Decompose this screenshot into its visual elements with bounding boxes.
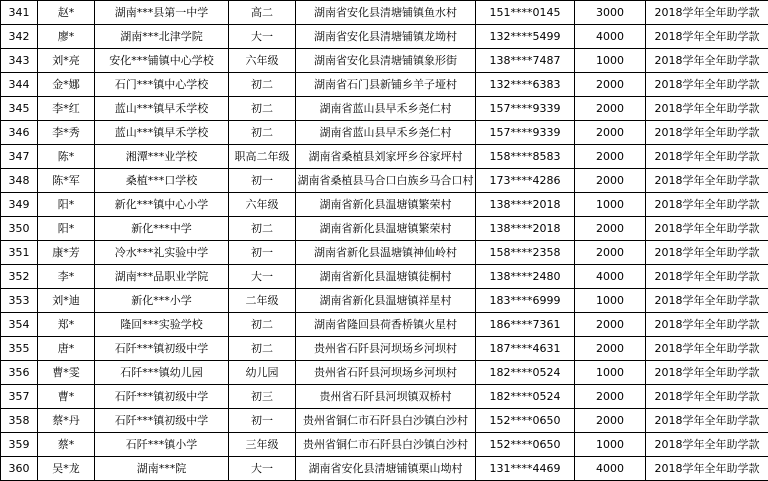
phone-number-cell: 183****6999 [476, 289, 575, 313]
grade-cell: 初二 [229, 121, 296, 145]
home-address-cell: 贵州省铜仁市石阡县白沙镇白沙村 [296, 409, 476, 433]
row-number-cell: 341 [1, 1, 38, 25]
table-row [1, 25, 768, 49]
aid-description-cell: 2018学年全年助学款 [646, 25, 768, 49]
aid-description-cell: 2018学年全年助学款 [646, 409, 768, 433]
aid-amount-cell: 2000 [575, 217, 646, 241]
school-name-cell: 蓝山***镇早禾学校 [95, 97, 229, 121]
phone-number-cell: 152****0650 [476, 433, 575, 457]
aid-amount-cell: 2000 [575, 121, 646, 145]
student-name-cell: 陈*军 [38, 169, 95, 193]
home-address-cell: 湖南省新化县温塘镇神仙岭村 [296, 241, 476, 265]
aid-amount-cell: 4000 [575, 265, 646, 289]
school-name-cell: 石门***镇中心学校 [95, 73, 229, 97]
row-number-cell: 350 [1, 217, 38, 241]
school-name-cell: 石阡***镇初级中学 [95, 409, 229, 433]
aid-description-cell: 2018学年全年助学款 [646, 289, 768, 313]
grade-cell: 二年级 [229, 289, 296, 313]
aid-amount-cell: 1000 [575, 289, 646, 313]
school-name-cell: 湖南***北津学院 [95, 25, 229, 49]
row-number-cell: 346 [1, 121, 38, 145]
school-name-cell: 石阡***镇初级中学 [95, 385, 229, 409]
row-number-cell: 356 [1, 361, 38, 385]
table-row [1, 145, 768, 169]
aid-description-cell: 2018学年全年助学款 [646, 193, 768, 217]
table-row [1, 385, 768, 409]
table-body [1, 1, 768, 481]
grade-cell: 初二 [229, 73, 296, 97]
aid-amount-cell: 1000 [575, 361, 646, 385]
aid-description-cell: 2018学年全年助学款 [646, 169, 768, 193]
school-name-cell: 隆回***实验学校 [95, 313, 229, 337]
aid-description-cell: 2018学年全年助学款 [646, 145, 768, 169]
home-address-cell: 湖南省桑植县马合口白族乡马合口村 [296, 169, 476, 193]
table-row [1, 457, 768, 481]
table-row [1, 217, 768, 241]
grade-cell: 大一 [229, 25, 296, 49]
student-name-cell: 唐* [38, 337, 95, 361]
grade-cell: 初一 [229, 169, 296, 193]
table-row [1, 241, 768, 265]
row-number-cell: 354 [1, 313, 38, 337]
table-row [1, 1, 768, 25]
aid-amount-cell: 2000 [575, 313, 646, 337]
home-address-cell: 湖南省新化县温塘镇繁荣村 [296, 217, 476, 241]
home-address-cell: 湖南省蓝山县早禾乡尧仁村 [296, 97, 476, 121]
home-address-cell: 湖南省安化县清塘铺镇龙坳村 [296, 25, 476, 49]
grade-cell: 大一 [229, 457, 296, 481]
row-number-cell: 343 [1, 49, 38, 73]
aid-amount-cell: 2000 [575, 409, 646, 433]
table-row [1, 433, 768, 457]
school-name-cell: 湖南***品职业学院 [95, 265, 229, 289]
aid-description-cell: 2018学年全年助学款 [646, 457, 768, 481]
home-address-cell: 湖南省隆回县荷香桥镇火星村 [296, 313, 476, 337]
home-address-cell: 湖南省新化县温塘镇繁荣村 [296, 193, 476, 217]
student-name-cell: 赵* [38, 1, 95, 25]
grade-cell: 初一 [229, 409, 296, 433]
school-name-cell: 冷水***礼实验中学 [95, 241, 229, 265]
home-address-cell: 湖南省桑植县刘家坪乡谷家坪村 [296, 145, 476, 169]
home-address-cell: 湖南省安化县清塘铺镇象形街 [296, 49, 476, 73]
home-address-cell: 湖南省蓝山县早禾乡尧仁村 [296, 121, 476, 145]
school-name-cell: 石阡***镇初级中学 [95, 337, 229, 361]
student-name-cell: 郑* [38, 313, 95, 337]
home-address-cell: 贵州省石阡县河坝镇双桥村 [296, 385, 476, 409]
row-number-cell: 344 [1, 73, 38, 97]
home-address-cell: 贵州省铜仁市石阡县白沙镇白沙村 [296, 433, 476, 457]
phone-number-cell: 173****4286 [476, 169, 575, 193]
table-row [1, 313, 768, 337]
home-address-cell: 湖南省安化县清塘铺镇栗山坳村 [296, 457, 476, 481]
student-name-cell: 李* [38, 265, 95, 289]
home-address-cell: 湖南省新化县温塘镇徒桐村 [296, 265, 476, 289]
student-name-cell: 刘*亮 [38, 49, 95, 73]
student-name-cell: 刘*迪 [38, 289, 95, 313]
student-name-cell: 康*芳 [38, 241, 95, 265]
aid-amount-cell: 2000 [575, 145, 646, 169]
row-number-cell: 351 [1, 241, 38, 265]
phone-number-cell: 157****9339 [476, 121, 575, 145]
grade-cell: 初二 [229, 337, 296, 361]
phone-number-cell: 132****6383 [476, 73, 575, 97]
table-row [1, 193, 768, 217]
grade-cell: 大一 [229, 265, 296, 289]
phone-number-cell: 151****0145 [476, 1, 575, 25]
student-name-cell: 曹* [38, 385, 95, 409]
table-row [1, 121, 768, 145]
school-name-cell: 新化***镇中心小学 [95, 193, 229, 217]
student-name-cell: 阳* [38, 193, 95, 217]
school-name-cell: 湖南***院 [95, 457, 229, 481]
aid-amount-cell: 1000 [575, 49, 646, 73]
aid-description-cell: 2018学年全年助学款 [646, 121, 768, 145]
student-name-cell: 陈* [38, 145, 95, 169]
home-address-cell: 湖南省安化县清塘铺镇鱼水村 [296, 1, 476, 25]
school-name-cell: 蓝山***镇早禾学校 [95, 121, 229, 145]
school-name-cell: 安化***铺镇中心学校 [95, 49, 229, 73]
table-row [1, 49, 768, 73]
aid-description-cell: 2018学年全年助学款 [646, 361, 768, 385]
row-number-cell: 345 [1, 97, 38, 121]
grade-cell: 六年级 [229, 49, 296, 73]
phone-number-cell: 138****7487 [476, 49, 575, 73]
grade-cell: 六年级 [229, 193, 296, 217]
aid-amount-cell: 3000 [575, 1, 646, 25]
grade-cell: 初一 [229, 241, 296, 265]
phone-number-cell: 131****4469 [476, 457, 575, 481]
row-number-cell: 349 [1, 193, 38, 217]
table-row [1, 265, 768, 289]
student-name-cell: 金*娜 [38, 73, 95, 97]
grade-cell: 高二 [229, 1, 296, 25]
row-number-cell: 348 [1, 169, 38, 193]
grade-cell: 初二 [229, 313, 296, 337]
row-number-cell: 360 [1, 457, 38, 481]
aid-amount-cell: 2000 [575, 337, 646, 361]
aid-description-cell: 2018学年全年助学款 [646, 217, 768, 241]
aid-description-cell: 2018学年全年助学款 [646, 433, 768, 457]
phone-number-cell: 182****0524 [476, 385, 575, 409]
school-name-cell: 新化***中学 [95, 217, 229, 241]
phone-number-cell: 138****2018 [476, 217, 575, 241]
home-address-cell: 贵州省石阡县河坝场乡河坝村 [296, 337, 476, 361]
table-row [1, 73, 768, 97]
phone-number-cell: 157****9339 [476, 97, 575, 121]
grade-cell: 初三 [229, 385, 296, 409]
phone-number-cell: 132****5499 [476, 25, 575, 49]
home-address-cell: 湖南省新化县温塘镇祥星村 [296, 289, 476, 313]
row-number-cell: 357 [1, 385, 38, 409]
student-name-cell: 曹*雯 [38, 361, 95, 385]
aid-amount-cell: 2000 [575, 169, 646, 193]
school-name-cell: 石阡***镇小学 [95, 433, 229, 457]
table-row [1, 169, 768, 193]
aid-description-cell: 2018学年全年助学款 [646, 337, 768, 361]
aid-amount-cell: 1000 [575, 193, 646, 217]
row-number-cell: 347 [1, 145, 38, 169]
aid-description-cell: 2018学年全年助学款 [646, 73, 768, 97]
aid-amount-cell: 2000 [575, 73, 646, 97]
aid-description-cell: 2018学年全年助学款 [646, 313, 768, 337]
aid-amount-cell: 4000 [575, 25, 646, 49]
table-row [1, 337, 768, 361]
grade-cell: 初二 [229, 217, 296, 241]
table-row [1, 97, 768, 121]
school-name-cell: 湖南***县第一中学 [95, 1, 229, 25]
student-name-cell: 廖* [38, 25, 95, 49]
student-name-cell: 李*秀 [38, 121, 95, 145]
table-row [1, 289, 768, 313]
home-address-cell: 贵州省石阡县河坝场乡河坝村 [296, 361, 476, 385]
table-row [1, 409, 768, 433]
phone-number-cell: 138****2018 [476, 193, 575, 217]
student-name-cell: 蔡*丹 [38, 409, 95, 433]
aid-description-cell: 2018学年全年助学款 [646, 49, 768, 73]
student-name-cell: 阳* [38, 217, 95, 241]
aid-amount-cell: 2000 [575, 385, 646, 409]
phone-number-cell: 182****0524 [476, 361, 575, 385]
grade-cell: 幼儿园 [229, 361, 296, 385]
row-number-cell: 342 [1, 25, 38, 49]
home-address-cell: 湖南省石门县新铺乡羊子垭村 [296, 73, 476, 97]
phone-number-cell: 138****2480 [476, 265, 575, 289]
aid-description-cell: 2018学年全年助学款 [646, 1, 768, 25]
phone-number-cell: 187****4631 [476, 337, 575, 361]
school-name-cell: 湘潭***业学校 [95, 145, 229, 169]
phone-number-cell: 158****2358 [476, 241, 575, 265]
aid-description-cell: 2018学年全年助学款 [646, 265, 768, 289]
school-name-cell: 新化***小学 [95, 289, 229, 313]
phone-number-cell: 152****0650 [476, 409, 575, 433]
student-name-cell: 李*红 [38, 97, 95, 121]
aid-description-cell: 2018学年全年助学款 [646, 97, 768, 121]
row-number-cell: 359 [1, 433, 38, 457]
row-number-cell: 358 [1, 409, 38, 433]
school-name-cell: 桑植***口学校 [95, 169, 229, 193]
aid-amount-cell: 1000 [575, 433, 646, 457]
student-name-cell: 吴*龙 [38, 457, 95, 481]
aid-description-cell: 2018学年全年助学款 [646, 385, 768, 409]
school-name-cell: 石阡***镇幼儿园 [95, 361, 229, 385]
aid-description-cell: 2018学年全年助学款 [646, 241, 768, 265]
row-number-cell: 353 [1, 289, 38, 313]
aid-amount-cell: 2000 [575, 97, 646, 121]
grade-cell: 初二 [229, 97, 296, 121]
table-row [1, 361, 768, 385]
aid-amount-cell: 4000 [575, 457, 646, 481]
phone-number-cell: 186****7361 [476, 313, 575, 337]
phone-number-cell: 158****8583 [476, 145, 575, 169]
student-name-cell: 蔡* [38, 433, 95, 457]
grade-cell: 职高二年级 [229, 145, 296, 169]
row-number-cell: 355 [1, 337, 38, 361]
row-number-cell: 352 [1, 265, 38, 289]
grade-cell: 三年级 [229, 433, 296, 457]
aid-amount-cell: 2000 [575, 241, 646, 265]
